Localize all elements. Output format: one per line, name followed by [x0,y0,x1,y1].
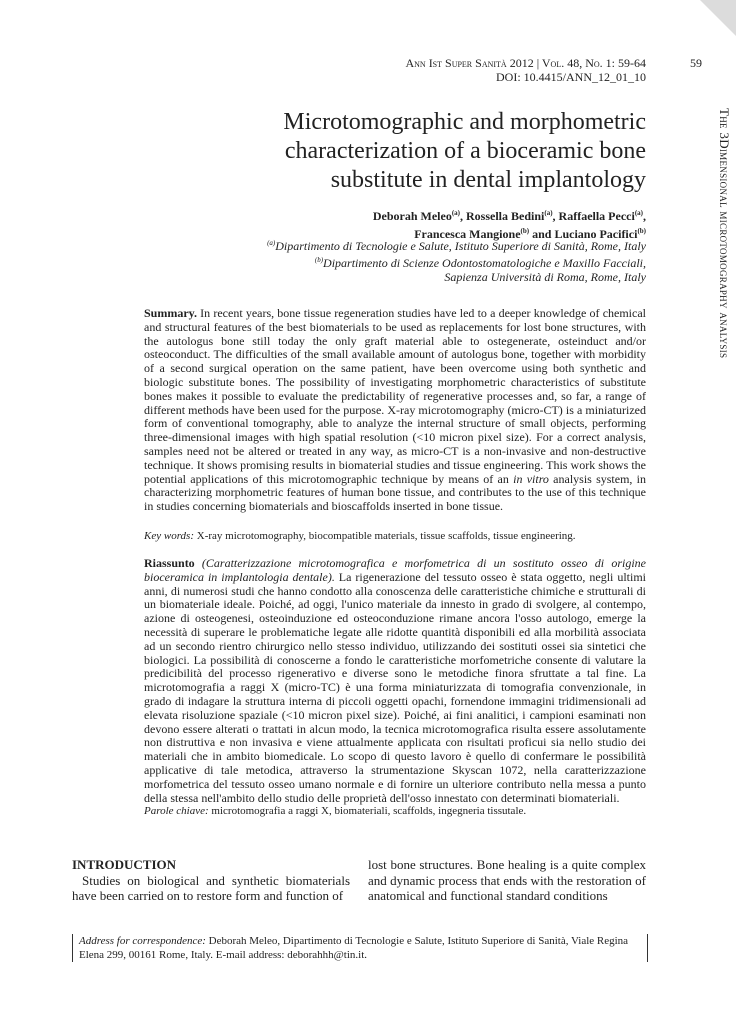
correspondence-text: Deborah Meleo, Dipartimento di Tecnologie e Salute, Istituto Superiore di Sanità, Viale Regina Elena 299, 00161 Rome, Italy. E-mail address: deborahhh@tin.it. [79,935,629,961]
author-name: Rossella Bedini [466,209,545,223]
summary-label: Summary. [144,306,198,320]
parole-chiave [144,805,646,817]
parole-chiave-label: Parole chiave: [144,805,209,817]
title-line-2: characterization of a bioceramic bone [284,138,646,164]
parole-chiave-text: microtomografia a raggi X, biomateriali, scaffolds, ingegneria tissutale. [208,805,527,817]
summary-text-2: analysis system, in characterizing morphometric features of human bone tissue, and contributes to the use of this technique in studies concerning biomaterials and bioscaffolds inserted in bone tissue. [144,471,647,514]
affil-mark: (a) [267,239,276,247]
author-separator: and [529,227,555,241]
page-corner-fold [700,0,736,36]
affiliation-a: Dipartimento di Tecnologie e Salute, Istituto Superiore di Sanità, Rome, Italy [275,239,646,253]
section-heading: INTRODUCTION [72,857,177,872]
author-affil-mark: (b) [637,227,646,235]
author-affil-mark: (a) [544,209,553,217]
author-affil-mark: (b) [520,227,530,235]
article-title [196,108,646,195]
riassunto-text: La rigenerazione del tessuto osseo è stata oggetto, negli ultimi anni, di numerosi studi che hanno condotto alla conoscenza delle caratteristiche chimiche e strutturali di un biomateriale ideale. Poiché, ad oggi, l'unico materiale da innesto in grado di svolgere, al contempo, azione di osteogenesi, osteoinduzione ed osteoconduzione rimane ancora l'osso autologo, emerge la necessità di superare le problematiche legate alle ridotte quantità disponibili ed alla morbilità associata ad un secondo rientro chirurgico nello stesso individuo, utilizzando dei sostituti ossei sia sintetici che biologici. La possibilità di conoscerne a fondo le caratteristiche morfometriche consente di valutare la predicibilità del processo rigenerativo e diverse sono le metodiche finora sfruttate a tal fine. La microtomografia a raggi X (micro-TC) è una forma miniaturizzata di tomografia convenzionale, in grado di indagare la struttura interna di piccoli oggetti opachi, fornendone immagini tridimensionali ad elevata risoluzione spaziale (<10 micron pixel size). Poiché, ai fini analitici, i campioni esaminati non devono essere alterati o trattati in alcun modo, la tecnica microtomografica risulta essere assolutamente non distruttiva e non invasiva e viene attualmente applicata con risultati proficui sia nello studio dei materiali che in ambito biomedicale. Lo scopo di questo lavoro è quello di confermare le possibilità applicative di tale metodica, attraverso la strumentazione Skyscan 1072, nella caratterizzazione morfometrica del tessuto osseo umano normale e di fornire un ulteriore contributo nella messa a punto della stessa nell'ambito dello studio delle proprietà dell'osso innestato con determinati biomateriali. [144,569,646,805]
title-line-3: substitute in dental implantology [330,167,646,193]
author-name: Deborah Meleo [372,209,452,223]
author-affil-mark: (a) [451,209,460,217]
riassunto-abstract [144,557,646,805]
side-running-title: The 3Dimensional microtomography analysis [717,108,732,359]
doi: DOI: 10.4415/ANN_12_01_10 [496,70,646,84]
affiliations [267,236,646,284]
correspondence-label: Address for correspondence: [79,935,206,947]
intro-paragraph-cont: lost bone structures. Bone healing is a quite complex and dynamic process that ends with the restoration of anatomical and functional standard conditions [368,857,646,903]
author-affil-mark: (a) [634,209,643,217]
journal-citation: Ann Ist Super Sanità 2012 | Vol. 48, No. 1: 59-64 [405,56,646,70]
author-separator: , [460,209,466,223]
affiliation-b: Dipartimento di Scienze Odontostomatologiche e Maxillo Facciali, [323,256,646,270]
keywords-text: X-ray microtomography, biocompatible materials, tissue scaffolds, tissue engineering. [194,530,576,542]
affiliation-b-line2: Sapienza Università di Roma, Rome, Italy [444,270,646,284]
author-name: Francesca Mangione [414,227,521,241]
summary-italic: in vitro [513,471,549,486]
author-separator: , [552,209,559,223]
riassunto-italic-title: (Caratterizzazione microtomografica e morfometrica di un sostituto osseo di origine bioceramica in implantologia dentale). [144,556,646,584]
correspondence-footnote [72,934,648,962]
author-name: Luciano Pacifici [554,227,638,241]
affil-mark: (b) [314,256,324,264]
summary-text: In recent years, bone tissue regeneration studies have led to a deeper knowledge of chemical and structural features of the best biomaterials to be used as replacements for lost bone structures, with the autologus bone still today the only graft material able to ostegenerate, osteinduct and/or osteoconduct. The difficulties of the small available amount of autologus bone, together with morbidity of a second surgical operation on the same patient, have been overcome using both synthetic and biologic substitute bones. The possibility of investigating morphometric characteristics of substitute bones makes it possible to evaluate the predictability of regenerative processes and, so far, a range of different methods have been used for the purpose. X-ray microtomography (micro-CT) is a miniaturized form of conventional tomography, able to analyze the internal structure of small objects, performing three-dimensional images with high spatial resolution (<10 micron pixel size). For a correct analysis, samples need not be altered or treated in any way, as micro-CT is a non-invasive and non-destructive technique. It shows promising results in biomaterial studies and tissue engineering. This work shows the potential applications of this microtomographic technique by means of an [144,306,646,486]
keywords-label: Key words: [144,530,195,542]
keywords [144,530,646,542]
author-name: Raffaella Pecci [558,209,635,223]
journal-header [405,56,646,84]
riassunto-label: Riassunto [144,556,195,570]
intro-paragraph: Studies on biological and synthetic biomaterials have been carried on to restore form and function of [72,872,350,903]
intro-right-column [368,857,646,904]
title-line-1: Microtomographic and morphometric [283,109,646,135]
intro-left-column [72,857,350,904]
summary-abstract [144,307,646,514]
author-separator: , [643,209,646,223]
page-number: 59 [690,56,702,70]
